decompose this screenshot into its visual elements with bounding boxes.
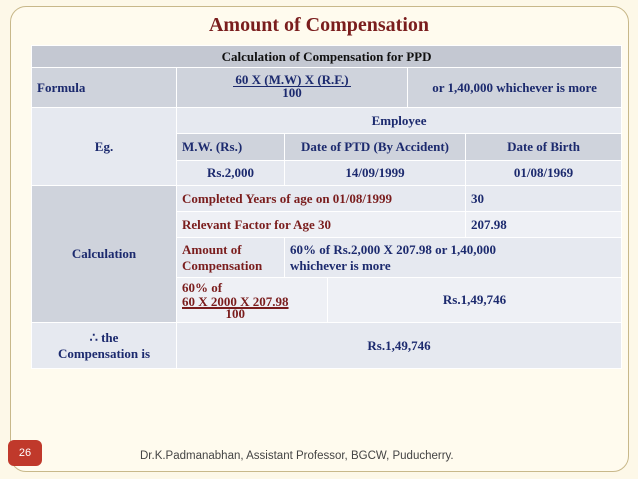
formula-label: Formula [32, 68, 177, 108]
conclusion-label [32, 323, 177, 369]
conclusion-label-line1: ∴ the [89, 329, 119, 345]
formula-denominator: 100 [282, 85, 302, 100]
completed-years-value: 30 [466, 186, 622, 212]
employee-header: Employee [177, 108, 622, 134]
slide-title: Amount of Compensation [208, 14, 430, 36]
example-label: Eg. [32, 108, 177, 186]
col-header-dob: Date of Birth [466, 134, 622, 161]
computation-prefix: 60% of [182, 280, 223, 295]
completed-years-label: Completed Years of age on 01/08/1999 [177, 186, 466, 212]
amount-formula-line2: whichever is more [290, 257, 391, 273]
relevant-factor-value: 207.98 [466, 212, 622, 238]
table-header: Calculation of Compensation for PPD [32, 46, 622, 68]
relevant-factor-label: Relevant Factor for Age 30 [177, 212, 466, 238]
col-header-mw: M.W. (Rs.) [177, 134, 285, 161]
computation-expression [177, 278, 328, 323]
amount-label-line1: Amount of [182, 241, 242, 257]
value-mw: Rs.2,000 [177, 161, 285, 186]
page-number-badge: 26 [8, 440, 42, 466]
amount-formula-line1: 60% of Rs.2,000 X 207.98 or 1,40,000 [290, 241, 496, 257]
conclusion-label-line2: Compensation is [57, 345, 151, 361]
computation-result: Rs.1,49,746 [328, 278, 622, 323]
formula-alternative: or 1,40,000 whichever is more [408, 68, 622, 108]
calculation-label: Calculation [32, 186, 177, 323]
formula-numerator: 60 X (M.W) X (R.F.) [235, 72, 349, 87]
amount-label [177, 238, 285, 278]
computation-numerator: 60 X 2000 X 207.98 [182, 294, 289, 309]
col-header-date-ptd: Date of PTD (By Accident) [285, 134, 466, 161]
computation-denominator: 100 [225, 306, 246, 321]
amount-formula [285, 238, 622, 278]
compensation-table [31, 45, 622, 369]
footer-credit: Dr.K.Padmanabhan, Assistant Professor, BGCW, Puducherry. [140, 450, 454, 462]
conclusion-value: Rs.1,49,746 [177, 323, 622, 369]
amount-label-line2: Compensation [182, 257, 263, 273]
value-dob: 01/08/1969 [466, 161, 622, 186]
formula-expression [177, 68, 408, 108]
value-date-ptd: 14/09/1999 [285, 161, 466, 186]
